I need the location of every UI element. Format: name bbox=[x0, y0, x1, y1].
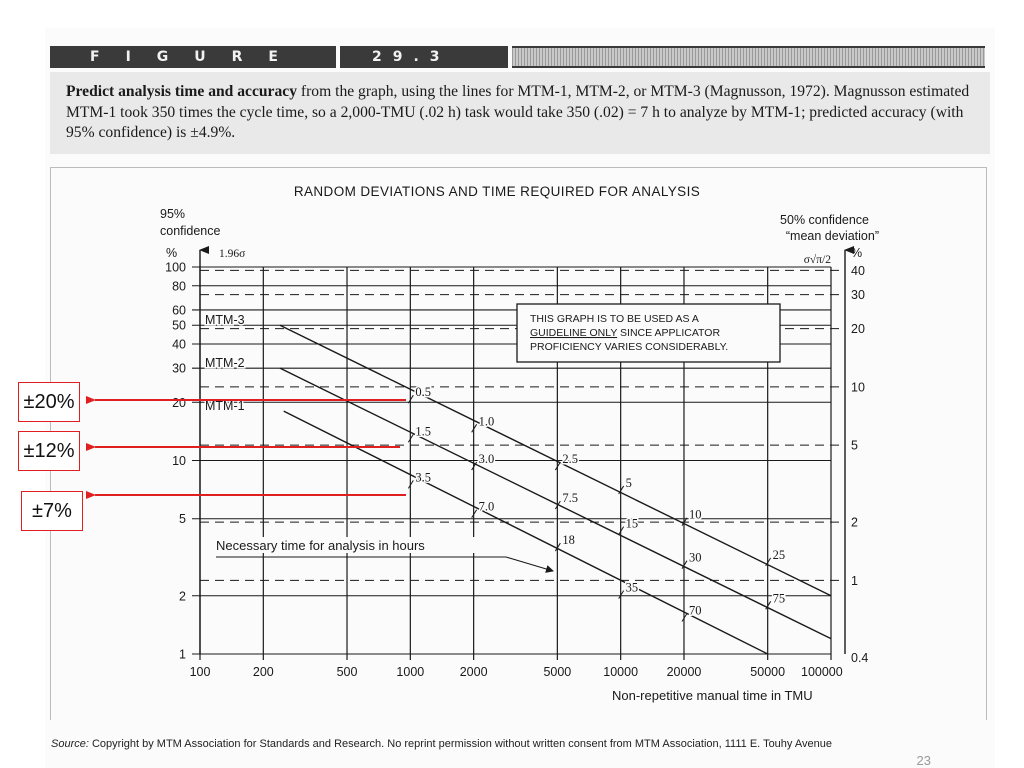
time-label-4: 3.0 bbox=[478, 452, 495, 467]
x-axis-label: Non-repetitive manual time in TMU bbox=[612, 688, 813, 703]
y-left-tick-label-9: 80 bbox=[172, 279, 186, 294]
y-left-tick-label-4: 20 bbox=[172, 395, 186, 410]
series-line-mtm-2 bbox=[280, 368, 831, 639]
time-label-1: 1.5 bbox=[415, 424, 431, 439]
x-tick-label-5: 5000 bbox=[543, 665, 572, 679]
y-left-label-line1: 95% bbox=[160, 207, 186, 221]
time-label-2: 3.5 bbox=[415, 470, 431, 485]
callout-box-0: ±20% bbox=[18, 382, 80, 422]
time-label-5: 7.0 bbox=[478, 499, 495, 514]
callout-box-1: ±12% bbox=[18, 431, 80, 471]
y-left-unit: % bbox=[166, 246, 178, 260]
time-label-8: 18 bbox=[562, 533, 575, 548]
time-label-9: 5 bbox=[625, 475, 632, 490]
y-right-tick-label-6: 30 bbox=[851, 288, 865, 303]
time-label-11: 35 bbox=[625, 580, 639, 595]
y-left-tick-label-1: 2 bbox=[179, 589, 186, 604]
y-right-sigma: σ√π/2 bbox=[803, 254, 831, 266]
x-tick-label-4: 2000 bbox=[459, 665, 488, 679]
y-left-tick-label-3: 10 bbox=[172, 454, 186, 468]
guideline-note-rest: SINCE APPLICATOR bbox=[617, 327, 721, 339]
y-left-tick-label-8: 60 bbox=[172, 303, 186, 318]
time-label-13: 30 bbox=[688, 550, 702, 565]
figure-number: 29.3 bbox=[372, 49, 451, 65]
chart-title: RANDOM DEVIATIONS AND TIME REQUIRED FOR ANALYSIS bbox=[293, 184, 701, 199]
y-right-tick-label-5: 20 bbox=[851, 322, 865, 337]
x-tick-label-6: 10000 bbox=[603, 665, 639, 679]
x-tick-label-7: 20000 bbox=[666, 665, 702, 679]
x-tick-label-0: 100 bbox=[189, 665, 211, 679]
y-left-label-line2: confidence bbox=[160, 224, 221, 238]
figure-word: FIGURE bbox=[90, 49, 304, 65]
source-text: Copyright by MTM Association for Standards and Research. No reprint permission without written consent from MTM Association, 1111 E. Touhy Avenue bbox=[88, 738, 832, 750]
series-label-mtm-2: MTM-2 bbox=[205, 356, 245, 371]
y-right-tick-label-4: 10 bbox=[851, 380, 865, 395]
time-label-3: 1.0 bbox=[478, 414, 495, 429]
time-label-14: 70 bbox=[688, 603, 702, 618]
time-label-0: 0.5 bbox=[415, 385, 431, 400]
y-right-label-line1: 50% confidence bbox=[780, 213, 869, 227]
guideline-note-line1: THIS GRAPH IS TO BE USED AS A bbox=[530, 313, 699, 325]
x-tick-label-2: 500 bbox=[336, 665, 358, 679]
callout-box-2: ±7% bbox=[21, 491, 83, 531]
y-right-label-line2: “mean deviation” bbox=[785, 229, 879, 243]
y-left-tick-label-7: 50 bbox=[172, 318, 186, 333]
y-right-tick-label-0: 0.4 bbox=[851, 650, 869, 665]
guideline-note-line3: PROFICIENCY VARIES CONSIDERABLY. bbox=[530, 341, 729, 353]
time-label-16: 75 bbox=[772, 591, 786, 606]
y-left-tick-label-10: 100 bbox=[165, 260, 186, 275]
y-right-tick-label-1: 1 bbox=[851, 573, 858, 588]
time-label-10: 15 bbox=[625, 516, 639, 531]
time-label-12: 10 bbox=[688, 507, 702, 522]
y-right-tick-label-3: 5 bbox=[851, 438, 858, 453]
time-label-6: 2.5 bbox=[562, 452, 578, 467]
x-tick-label-8: 50000 bbox=[750, 665, 786, 679]
series-label-mtm-1: MTM-1 bbox=[205, 399, 245, 414]
guideline-note-underlined: GUIDELINE ONLY bbox=[530, 327, 618, 339]
page-number: 23 bbox=[916, 753, 931, 768]
y-right-tick-label-2: 2 bbox=[851, 515, 858, 530]
y-left-tick-label-6: 40 bbox=[172, 337, 186, 352]
y-left-tick-label-5: 30 bbox=[172, 361, 186, 376]
y-right-unit: % bbox=[851, 246, 863, 260]
y-left-sigma: 1.96σ bbox=[219, 248, 246, 260]
y-left-tick-label-2: 5 bbox=[179, 512, 186, 527]
time-label-15: 25 bbox=[772, 547, 786, 562]
necessary-time-label: Necessary time for analysis in hours bbox=[216, 538, 425, 553]
time-label-7: 7.5 bbox=[562, 491, 578, 506]
necessary-time-leader bbox=[216, 557, 553, 571]
caption-body: from the graph, using the lines for MTM-1, MTM-2, or MTM-3 (Magnusson, 1972). Magnusson estimated MTM-1 took 350 times the cycle time, so a 2,000-TMU (.02 h) task would take 350 (.02) = 7 h to analyze by MTM-1; predicted accuracy (with 95% confidence) is ±4.9%. bbox=[66, 83, 970, 141]
y-right-tick-label-7: 40 bbox=[851, 263, 865, 278]
x-tick-label-1: 200 bbox=[252, 665, 274, 679]
series-label-mtm-3: MTM-3 bbox=[205, 313, 245, 328]
caption-bold-lead: Predict analysis time and accuracy bbox=[66, 83, 297, 100]
source-label: Source: bbox=[51, 738, 89, 750]
y-left-tick-label-0: 1 bbox=[179, 647, 186, 662]
x-tick-label-9: 100000 bbox=[801, 665, 843, 679]
x-tick-label-3: 1000 bbox=[396, 665, 425, 679]
guideline-note-line2 bbox=[530, 327, 720, 339]
